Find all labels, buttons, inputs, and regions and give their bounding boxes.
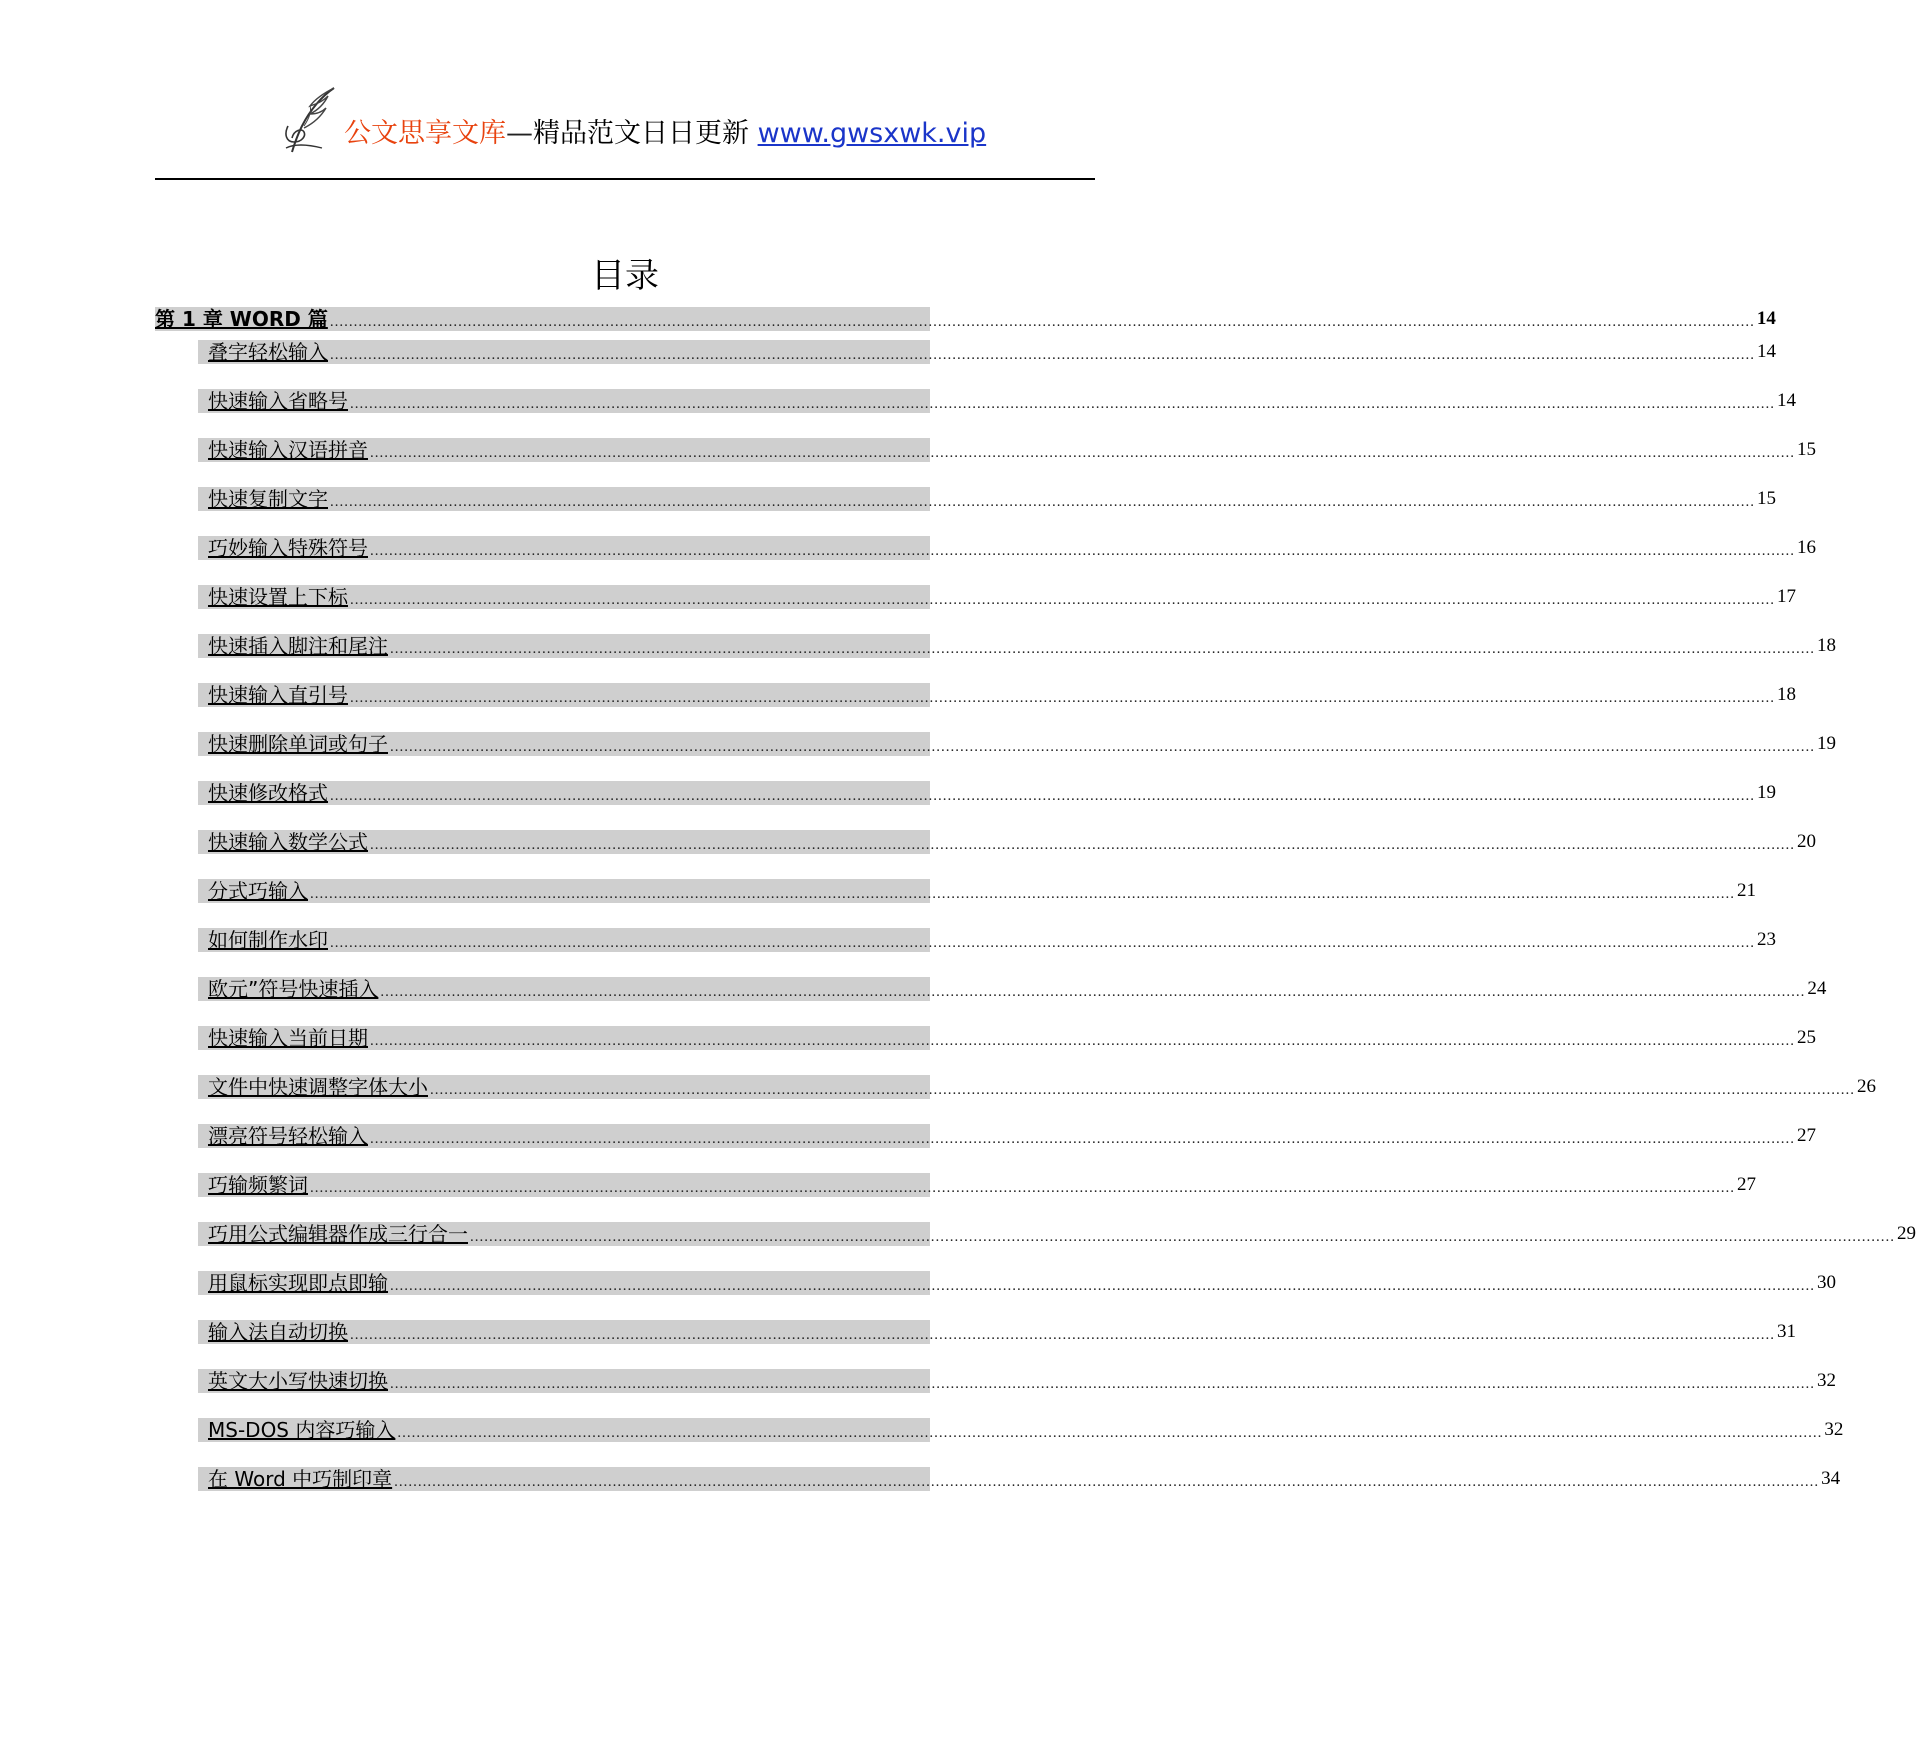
toc-entry-page: 20 (1797, 831, 1816, 852)
header-dash: — (506, 118, 533, 149)
toc-entry-label: 输入法自动切换 (208, 1320, 348, 1344)
toc-entry-label: 快速修改格式 (208, 781, 328, 805)
toc-entry-row[interactable] (198, 1320, 1796, 1344)
toc-entry-row[interactable] (198, 977, 1827, 1001)
toc-entry-label: 文件中快速调整字体大小 (208, 1075, 428, 1099)
toc-leader-dots: ............................................................................................................................................................................................................................................................................................................ (350, 396, 1775, 412)
header-slogan: 精品范文日日更新 (533, 118, 749, 149)
toc-entry-page: 26 (1857, 1076, 1876, 1097)
toc-chapter-label: 第 1 章 WORD 篇 (155, 307, 328, 331)
header-divider (155, 178, 1095, 180)
toc-entry-page: 18 (1817, 635, 1836, 656)
toc-entry-page: 15 (1757, 488, 1776, 509)
toc-entry-row[interactable] (198, 1124, 1816, 1148)
toc-entry-page: 31 (1777, 1321, 1796, 1342)
toc-leader-dots: ............................................................................................................................................................................................................................................................................................................ (470, 1229, 1895, 1245)
toc-chapter-page: 14 (1756, 308, 1776, 329)
toc-leader-dots: ............................................................................................................................................................................................................................................................................................................ (350, 1327, 1775, 1343)
toc-entry-label: 英文大小写快速切换 (208, 1369, 388, 1393)
toc-entry-row[interactable] (198, 928, 1776, 952)
toc-entry-label: 巧妙输入特殊符号 (208, 536, 368, 560)
toc-entry-row[interactable] (198, 732, 1836, 756)
toc-entry-row[interactable] (198, 683, 1796, 707)
toc-entry-page: 29 (1897, 1223, 1916, 1244)
page-header (0, 80, 1240, 160)
toc-leader-dots: ............................................................................................................................................................................................................................................................................................................ (370, 837, 1795, 853)
toc-leader-dots: ............................................................................................................................................................................................................................................................................................................ (310, 1180, 1735, 1196)
toc-entry-label: MS-DOS 内容巧输入 (208, 1418, 396, 1442)
toc-leader-dots: ............................................................................................................................................................................................................................................................................................................ (397, 1425, 1823, 1441)
toc-entry-page: 19 (1817, 733, 1836, 754)
toc-entry-page: 24 (1807, 978, 1827, 999)
toc-entry-label: 快速输入直引号 (208, 683, 348, 707)
toc-entry-page: 16 (1797, 537, 1816, 558)
toc-entry-page: 30 (1817, 1272, 1836, 1293)
toc-entry-page: 19 (1757, 782, 1776, 803)
toc-leader-dots: ............................................................................................................................................................................................................................................................................................................ (430, 1082, 1855, 1098)
header-banner (344, 120, 986, 147)
toc-entry-label: 快速设置上下标 (208, 585, 348, 609)
toc-entry-label: 快速输入省略号 (208, 389, 348, 413)
toc-leader-dots: ............................................................................................................................................................................................................................................................................................................ (330, 935, 1755, 951)
toc-entry-label: 漂亮符号轻松输入 (208, 1124, 368, 1148)
toc-leader-dots: ............................................................................................................................................................................................................................................................................................................ (394, 1474, 1820, 1490)
toc-leader-dots: ............................................................................................................................................................................................................................................................................................................ (330, 494, 1755, 510)
toc-leader-dots: ............................................................................................................................................................................................................................................................................................................ (330, 788, 1755, 804)
toc-entry-label: 快速复制文字 (208, 487, 328, 511)
toc-entry-row[interactable] (198, 1467, 1841, 1491)
toc-leader-dots: ............................................................................................................................................................................................................................................................................................................ (329, 314, 1755, 330)
toc-leader-dots: ............................................................................................................................................................................................................................................................................................................ (370, 543, 1795, 559)
toc-leader-dots: ............................................................................................................................................................................................................................................................................................................ (330, 347, 1755, 363)
toc-entry-page: 14 (1757, 341, 1776, 362)
toc-entry-page: 25 (1797, 1027, 1816, 1048)
toc-leader-dots: ............................................................................................................................................................................................................................................................................................................ (390, 1278, 1815, 1294)
toc-entry-row[interactable] (198, 487, 1776, 511)
toc-entry-row[interactable] (198, 1222, 1916, 1246)
quill-pen-icon (282, 86, 338, 156)
toc-leader-dots: ............................................................................................................................................................................................................................................................................................................ (380, 984, 1806, 1000)
toc-entry-page: 32 (1817, 1370, 1836, 1391)
site-link[interactable]: www.gwsxwk.vip (757, 118, 987, 149)
toc-leader-dots: ............................................................................................................................................................................................................................................................................................................ (390, 641, 1815, 657)
toc-entry-row[interactable] (198, 585, 1796, 609)
toc-entry-row[interactable] (198, 1369, 1836, 1393)
toc-entry-page: 34 (1821, 1468, 1841, 1489)
toc-entry-row[interactable] (198, 1173, 1756, 1197)
toc-entry-page: 17 (1777, 586, 1796, 607)
toc-entry-row[interactable] (198, 1271, 1836, 1295)
toc-entry-page: 23 (1757, 929, 1776, 950)
toc-entry-label: 巧输频繁词 (208, 1173, 308, 1197)
toc-entry-page: 27 (1737, 1174, 1756, 1195)
toc-entry-row[interactable] (198, 389, 1796, 413)
toc-entry-label: 在 Word 中巧制印章 (208, 1467, 393, 1491)
toc-entry-page: 32 (1824, 1419, 1844, 1440)
toc-entry-row[interactable] (198, 1026, 1816, 1050)
toc-leader-dots: ............................................................................................................................................................................................................................................................................................................ (370, 445, 1795, 461)
toc-chapter-row[interactable] (155, 307, 1776, 331)
toc-leader-dots: ............................................................................................................................................................................................................................................................................................................ (350, 592, 1775, 608)
toc-leader-dots: ............................................................................................................................................................................................................................................................................................................ (390, 1376, 1815, 1392)
toc-entry-label: 巧用公式编辑器作成三行合一 (208, 1222, 468, 1246)
toc-entry-page: 18 (1777, 684, 1796, 705)
toc-entry-label: 快速删除单词或句子 (208, 732, 388, 756)
toc-entry-row[interactable] (198, 1075, 1876, 1099)
toc-entry-label: 分式巧输入 (208, 879, 308, 903)
toc-leader-dots: ............................................................................................................................................................................................................................................................................................................ (310, 886, 1735, 902)
toc-leader-dots: ............................................................................................................................................................................................................................................................................................................ (370, 1033, 1795, 1049)
toc-entry-row[interactable] (198, 634, 1836, 658)
toc-entry-label: 叠字轻松输入 (208, 340, 328, 364)
toc-entry-label: 快速输入汉语拼音 (208, 438, 368, 462)
toc-entry-page: 21 (1737, 880, 1756, 901)
toc-leader-dots: ............................................................................................................................................................................................................................................................................................................ (370, 1131, 1795, 1147)
toc-entry-row[interactable] (198, 879, 1756, 903)
toc-entry-row[interactable] (198, 830, 1816, 854)
toc-entry-row[interactable] (198, 781, 1776, 805)
toc-entry-row[interactable] (198, 438, 1816, 462)
toc-entry-page: 27 (1797, 1125, 1816, 1146)
toc-entry-label: 如何制作水印 (208, 928, 328, 952)
toc-entry-page: 14 (1777, 390, 1796, 411)
toc-entry-label: 用鼠标实现即点即输 (208, 1271, 388, 1295)
toc-entry-row[interactable] (198, 536, 1816, 560)
toc-entry-label: 快速插入脚注和尾注 (208, 634, 388, 658)
toc-entry-label: 快速输入当前日期 (208, 1026, 368, 1050)
toc-leader-dots: ............................................................................................................................................................................................................................................................................................................ (390, 739, 1815, 755)
toc-entry-row[interactable] (198, 1418, 1844, 1442)
toc-entry-page: 15 (1797, 439, 1816, 460)
toc-entry-label: 快速输入数学公式 (208, 830, 368, 854)
brand-name: 公文思享文库 (344, 118, 506, 149)
toc-title: 目录 (591, 256, 659, 296)
toc-entry-label: 欧元”符号快速插入 (208, 977, 379, 1001)
toc-leader-dots: ............................................................................................................................................................................................................................................................................................................ (350, 690, 1775, 706)
toc-entry-row[interactable] (198, 340, 1776, 364)
